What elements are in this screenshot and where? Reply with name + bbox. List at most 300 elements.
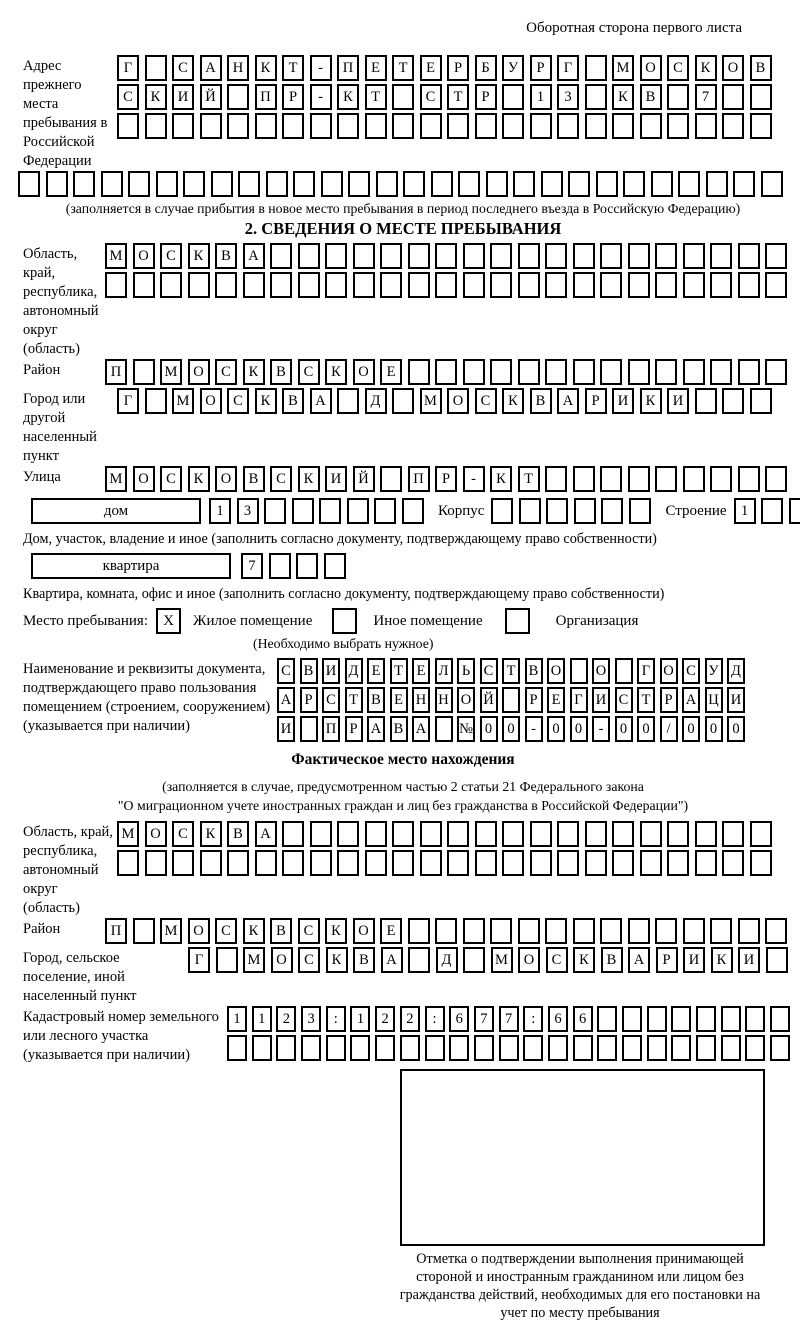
char-cell: С xyxy=(615,687,633,713)
char-cell: Е xyxy=(365,55,387,81)
char-cell: : xyxy=(425,1006,445,1032)
city-label: Город или другой населенный пункт xyxy=(23,391,97,464)
char-cell: К xyxy=(255,55,277,81)
char-cell xyxy=(600,359,622,385)
char-cell xyxy=(545,272,567,298)
char-cell: 1 xyxy=(209,498,231,524)
actual-city-block xyxy=(18,947,800,1006)
char-cell xyxy=(324,553,346,579)
char-cell: 7 xyxy=(474,1006,494,1032)
prev-address-row-3 xyxy=(117,113,777,139)
char-cell xyxy=(435,243,457,269)
char-cell: В xyxy=(367,687,385,713)
char-cell xyxy=(420,113,442,139)
cadastral-row-2 xyxy=(227,1035,795,1061)
char-cell xyxy=(435,272,457,298)
document-label: Наименование и реквизиты документа, подтверждающего право пользования помещением (строением, сооружением) (указывается при наличии) xyxy=(23,661,271,734)
char-cell: : xyxy=(326,1006,346,1032)
char-cell xyxy=(282,850,304,876)
char-cell xyxy=(310,850,332,876)
char-cell: А xyxy=(412,716,430,742)
char-cell xyxy=(243,272,265,298)
char-cell xyxy=(337,821,359,847)
char-cell xyxy=(353,243,375,269)
actual-region-row-1 xyxy=(117,821,777,847)
char-cell xyxy=(117,113,139,139)
char-cell xyxy=(640,113,662,139)
char-cell: Й xyxy=(480,687,498,713)
char-cell: М xyxy=(612,55,634,81)
prev-address-rows xyxy=(117,55,777,142)
char-cell: Т xyxy=(282,55,304,81)
char-cell: И xyxy=(322,658,340,684)
char-cell xyxy=(133,359,155,385)
char-cell: - xyxy=(463,466,485,492)
char-cell xyxy=(486,171,508,197)
char-cell xyxy=(745,1035,765,1061)
document-row-3 xyxy=(277,716,750,742)
char-cell xyxy=(683,272,705,298)
char-cell: П xyxy=(322,716,340,742)
char-cell: В xyxy=(282,388,304,414)
char-cell: К xyxy=(325,918,347,944)
char-cell: К xyxy=(200,821,222,847)
char-cell xyxy=(502,84,524,110)
cadastral-label: Кадастровый номер земельного или лесного участка (указывается при наличии) xyxy=(23,1009,219,1063)
char-cell xyxy=(435,918,457,944)
char-cell xyxy=(145,850,167,876)
char-cell: С xyxy=(546,947,568,973)
char-cell xyxy=(710,243,732,269)
document-row-2 xyxy=(277,687,750,713)
char-cell xyxy=(215,272,237,298)
char-cell: Р xyxy=(345,716,363,742)
actual-region-row-2 xyxy=(117,850,777,876)
char-cell xyxy=(145,113,167,139)
char-cell xyxy=(310,821,332,847)
char-cell xyxy=(765,243,787,269)
char-cell xyxy=(750,113,772,139)
char-cell: / xyxy=(660,716,678,742)
char-cell xyxy=(722,84,744,110)
char-cell: С xyxy=(227,388,249,414)
char-cell xyxy=(518,359,540,385)
char-cell xyxy=(519,498,541,524)
char-cell xyxy=(530,821,552,847)
char-cell xyxy=(585,84,607,110)
char-cell xyxy=(502,850,524,876)
char-cell: Е xyxy=(380,359,402,385)
char-cell: И xyxy=(683,947,705,973)
stay-type-note: (Необходимо выбрать нужное) xyxy=(253,636,434,651)
char-cell xyxy=(425,1035,445,1061)
char-cell: А xyxy=(557,388,579,414)
char-cell: Е xyxy=(547,687,565,713)
char-cell xyxy=(600,272,622,298)
char-cell xyxy=(270,272,292,298)
char-cell: О xyxy=(133,466,155,492)
char-cell xyxy=(622,1006,642,1032)
char-cell xyxy=(474,1035,494,1061)
char-cell: С xyxy=(160,466,182,492)
char-cell xyxy=(615,658,633,684)
char-cell xyxy=(570,658,588,684)
char-cell xyxy=(292,498,314,524)
char-cell xyxy=(628,272,650,298)
char-cell xyxy=(365,113,387,139)
char-cell xyxy=(227,113,249,139)
char-cell xyxy=(628,466,650,492)
cadastral-block xyxy=(18,1006,800,1065)
char-cell: В xyxy=(601,947,623,973)
char-cell xyxy=(353,272,375,298)
apartment-note: Квартира, комната, офис и иное (заполнить согласно документу, подтверждающему право собственности) xyxy=(23,586,665,602)
char-cell xyxy=(574,498,596,524)
char-cell: Г xyxy=(117,388,139,414)
region-block xyxy=(18,243,800,359)
char-cell: Д xyxy=(345,658,363,684)
char-cell: С xyxy=(480,658,498,684)
char-cell xyxy=(463,272,485,298)
char-cell: 0 xyxy=(502,716,520,742)
char-cell xyxy=(392,821,414,847)
char-cell: М xyxy=(420,388,442,414)
char-cell xyxy=(276,1035,296,1061)
char-cell xyxy=(573,466,595,492)
char-cell: С xyxy=(475,388,497,414)
char-cell: О xyxy=(353,359,375,385)
actual-location-title: Фактическое место нахождения xyxy=(291,751,515,768)
char-cell xyxy=(655,272,677,298)
char-cell xyxy=(628,243,650,269)
char-cell xyxy=(545,359,567,385)
char-cell: 7 xyxy=(499,1006,519,1032)
char-cell xyxy=(647,1006,667,1032)
char-cell: 3 xyxy=(237,498,259,524)
char-cell xyxy=(490,359,512,385)
char-cell: 3 xyxy=(301,1006,321,1032)
char-cell: 1 xyxy=(350,1006,370,1032)
option-organization-label: Организация xyxy=(555,612,639,629)
char-cell xyxy=(375,1035,395,1061)
char-cell: К xyxy=(502,388,524,414)
char-cell: С xyxy=(172,821,194,847)
char-cell xyxy=(628,359,650,385)
char-cell xyxy=(548,1035,568,1061)
char-cell xyxy=(600,466,622,492)
char-cell xyxy=(721,1035,741,1061)
char-cell: 2 xyxy=(276,1006,296,1032)
char-cell xyxy=(568,171,590,197)
char-cell xyxy=(392,850,414,876)
char-cell: : xyxy=(523,1006,543,1032)
char-cell: К xyxy=(490,466,512,492)
char-cell xyxy=(408,947,430,973)
char-cell xyxy=(770,1006,790,1032)
char-cell: Т xyxy=(365,84,387,110)
char-cell xyxy=(770,1035,790,1061)
char-cell xyxy=(300,716,318,742)
char-cell: Ь xyxy=(457,658,475,684)
char-cell: 0 xyxy=(637,716,655,742)
char-cell: Е xyxy=(380,918,402,944)
char-cell xyxy=(573,359,595,385)
char-cell: Р xyxy=(475,84,497,110)
char-cell xyxy=(347,498,369,524)
char-cell xyxy=(612,113,634,139)
char-cell xyxy=(722,113,744,139)
char-cell: О xyxy=(640,55,662,81)
char-cell: Д xyxy=(727,658,745,684)
char-cell xyxy=(227,84,249,110)
char-cell xyxy=(596,171,618,197)
char-cell: Г xyxy=(637,658,655,684)
char-cell xyxy=(431,171,453,197)
char-cell xyxy=(211,171,233,197)
char-cell xyxy=(601,498,623,524)
page-title: Оборотная сторона первого листа xyxy=(526,20,742,36)
char-cell xyxy=(490,272,512,298)
char-cell: А xyxy=(277,687,295,713)
char-cell: Р xyxy=(282,84,304,110)
apartment-cells xyxy=(241,553,351,579)
char-cell: О xyxy=(200,388,222,414)
char-cell xyxy=(282,113,304,139)
char-cell xyxy=(301,1035,321,1061)
char-cell: В xyxy=(353,947,375,973)
char-cell: К xyxy=(298,466,320,492)
prev-address-label: Адрес прежнего места пребывания в Российской Федерации xyxy=(23,58,108,169)
char-cell xyxy=(270,243,292,269)
char-cell xyxy=(765,272,787,298)
actual-city-label: Город, сельское поселение, иной населенный пункт xyxy=(23,950,137,1004)
street-block xyxy=(18,466,800,495)
checkbox-other-premises xyxy=(332,608,357,634)
char-cell: Е xyxy=(412,658,430,684)
char-cell: 0 xyxy=(547,716,565,742)
char-cell xyxy=(738,359,760,385)
char-cell xyxy=(449,1035,469,1061)
char-cell xyxy=(523,1035,543,1061)
char-cell xyxy=(400,1035,420,1061)
char-cell: С xyxy=(215,359,237,385)
char-cell xyxy=(738,466,760,492)
char-cell xyxy=(200,850,222,876)
char-cell xyxy=(710,359,732,385)
char-cell xyxy=(420,850,442,876)
char-cell: 2 xyxy=(375,1006,395,1032)
char-cell xyxy=(600,243,622,269)
char-cell xyxy=(255,113,277,139)
char-cell xyxy=(597,1006,617,1032)
char-cell xyxy=(696,1035,716,1061)
char-cell xyxy=(750,821,772,847)
char-cell xyxy=(573,272,595,298)
char-cell xyxy=(629,498,651,524)
char-cell xyxy=(671,1035,691,1061)
char-cell: Л xyxy=(435,658,453,684)
char-cell: К xyxy=(573,947,595,973)
char-cell xyxy=(765,466,787,492)
char-cell: К xyxy=(325,359,347,385)
stamp-box xyxy=(400,1069,765,1246)
char-cell xyxy=(325,272,347,298)
char-cell xyxy=(269,553,291,579)
stroenie-label: Строение xyxy=(665,503,727,519)
region-row-1 xyxy=(105,243,793,269)
stroenie-cells xyxy=(734,498,800,524)
char-cell: Т xyxy=(345,687,363,713)
house-word-box: дом xyxy=(31,498,201,524)
char-cell xyxy=(647,1035,667,1061)
region-label: Область, край, республика, автономный округ (область) xyxy=(23,246,99,357)
char-cell: Е xyxy=(420,55,442,81)
char-cell: С xyxy=(215,918,237,944)
char-cell: О xyxy=(133,243,155,269)
char-cell: О xyxy=(722,55,744,81)
char-cell: А xyxy=(243,243,265,269)
cadastral-row-1 xyxy=(227,1006,795,1032)
char-cell xyxy=(490,243,512,269)
char-cell: И xyxy=(727,687,745,713)
char-cell xyxy=(750,84,772,110)
char-cell xyxy=(545,466,567,492)
char-cell: И xyxy=(667,388,689,414)
char-cell: Т xyxy=(392,55,414,81)
char-cell: А xyxy=(628,947,650,973)
char-cell xyxy=(227,1035,247,1061)
char-cell xyxy=(546,498,568,524)
char-cell: К xyxy=(640,388,662,414)
char-cell: И xyxy=(612,388,634,414)
char-cell xyxy=(600,918,622,944)
char-cell xyxy=(447,113,469,139)
district-label: Район xyxy=(23,362,61,378)
char-cell xyxy=(128,171,150,197)
char-cell: К xyxy=(255,388,277,414)
char-cell xyxy=(683,918,705,944)
char-cell xyxy=(557,113,579,139)
char-cell xyxy=(374,498,396,524)
char-cell xyxy=(683,359,705,385)
char-cell: Е xyxy=(390,687,408,713)
char-cell: Н xyxy=(412,687,430,713)
char-cell xyxy=(298,272,320,298)
char-cell: 6 xyxy=(573,1006,593,1032)
char-cell: Е xyxy=(367,658,385,684)
char-cell xyxy=(745,1006,765,1032)
char-cell xyxy=(623,171,645,197)
char-cell xyxy=(380,243,402,269)
checkbox-organization xyxy=(505,608,530,634)
char-cell: М xyxy=(491,947,513,973)
char-cell: А xyxy=(200,55,222,81)
char-cell: И xyxy=(592,687,610,713)
house-row xyxy=(31,498,800,527)
char-cell: Г xyxy=(557,55,579,81)
char-cell xyxy=(761,171,783,197)
char-cell xyxy=(722,388,744,414)
char-cell xyxy=(655,243,677,269)
char-cell xyxy=(502,113,524,139)
char-cell: О xyxy=(457,687,475,713)
char-cell: 0 xyxy=(727,716,745,742)
char-cell xyxy=(156,171,178,197)
char-cell: К xyxy=(243,918,265,944)
char-cell xyxy=(365,850,387,876)
char-cell xyxy=(408,359,430,385)
char-cell: В xyxy=(390,716,408,742)
char-cell: - xyxy=(310,84,332,110)
char-cell xyxy=(266,171,288,197)
char-cell xyxy=(557,850,579,876)
char-cell xyxy=(282,821,304,847)
char-cell xyxy=(172,850,194,876)
option-residential-label: Жилое помещение xyxy=(193,612,313,629)
char-cell xyxy=(264,498,286,524)
char-cell: И xyxy=(172,84,194,110)
char-cell xyxy=(348,171,370,197)
stay-type-row xyxy=(23,608,800,634)
char-cell xyxy=(651,171,673,197)
korpus-label: Корпус xyxy=(438,503,485,519)
char-cell: С xyxy=(172,55,194,81)
char-cell xyxy=(499,1035,519,1061)
char-cell: О xyxy=(188,918,210,944)
char-cell: А xyxy=(682,687,700,713)
char-cell: О xyxy=(145,821,167,847)
char-cell xyxy=(545,918,567,944)
char-cell: 0 xyxy=(570,716,588,742)
char-cell: М xyxy=(160,918,182,944)
char-cell xyxy=(695,850,717,876)
char-cell xyxy=(530,850,552,876)
char-cell xyxy=(518,918,540,944)
char-cell: О xyxy=(215,466,237,492)
char-cell xyxy=(475,821,497,847)
char-cell xyxy=(408,243,430,269)
char-cell: К xyxy=(612,84,634,110)
actual-city-row xyxy=(188,947,793,973)
district-block xyxy=(18,359,800,388)
char-cell: Н xyxy=(435,687,453,713)
char-cell xyxy=(380,466,402,492)
char-cell: М xyxy=(117,821,139,847)
char-cell: Р xyxy=(300,687,318,713)
char-cell: В xyxy=(270,918,292,944)
char-cell xyxy=(491,498,513,524)
char-cell: П xyxy=(105,359,127,385)
char-cell: С xyxy=(298,359,320,385)
char-cell: В xyxy=(640,84,662,110)
char-cell xyxy=(408,272,430,298)
char-cell: - xyxy=(310,55,332,81)
char-cell xyxy=(435,359,457,385)
char-cell xyxy=(678,171,700,197)
actual-region-label: Область, край, республика, автономный округ (область) xyxy=(23,824,113,916)
char-cell xyxy=(667,821,689,847)
char-cell: В xyxy=(215,243,237,269)
char-cell: О xyxy=(353,918,375,944)
actual-district-row xyxy=(105,918,793,944)
char-cell: В xyxy=(270,359,292,385)
char-cell: А xyxy=(381,947,403,973)
char-cell xyxy=(640,850,662,876)
char-cell: В xyxy=(227,821,249,847)
district-row xyxy=(105,359,793,385)
char-cell: Г xyxy=(117,55,139,81)
char-cell xyxy=(252,1035,272,1061)
